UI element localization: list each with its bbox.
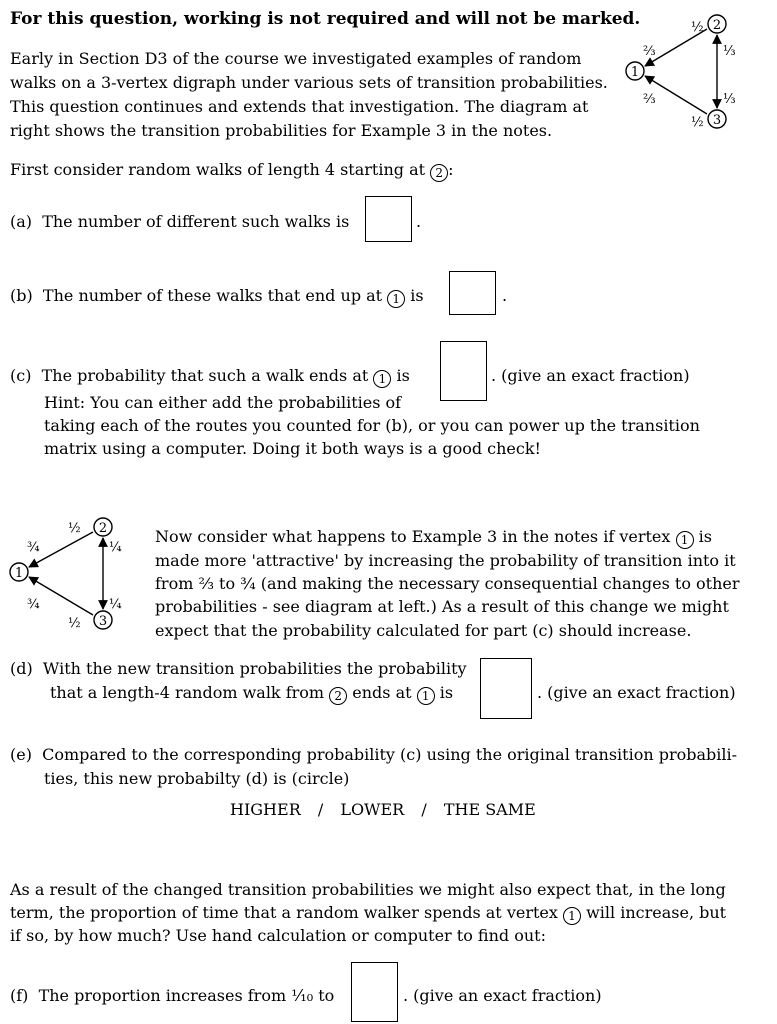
vertex-2-ref: 2 [329, 687, 347, 705]
question-a: (a) The number of different such walks is [10, 212, 350, 231]
transition-diagram-modified [0, 510, 140, 635]
transition-diagram-original [605, 8, 745, 133]
punct: . [502, 286, 508, 305]
vertex-2-ref: 2 [430, 164, 448, 182]
option-lower[interactable]: LOWER [340, 800, 405, 819]
first-consider-line: First consider random walks of length 4 starting at 2 : [10, 160, 454, 180]
question-header: For this question, working is not required and will not be marked. [10, 9, 641, 29]
question-e-line2: ties, this new probabilty (d) is (circle) [44, 769, 350, 788]
long-term-line: if so, by how much? Use hand calculation or computer to find out: [10, 926, 546, 945]
question-d: (d) With the new transition probabilities the probability [10, 659, 467, 678]
prob-loop-3: ½ [691, 115, 704, 130]
vertex-1-label: 1 [14, 566, 24, 581]
prob-loop-2: ½ [68, 521, 81, 536]
question-c: (c) The probability that such a walk ends at 1 is [10, 366, 410, 386]
prob-3-to-1: ⅔ [643, 92, 656, 107]
answer-box-b[interactable] [449, 271, 496, 315]
prob-loop-3: ½ [68, 616, 81, 631]
answer-box-c[interactable] [440, 341, 487, 401]
prob-2-to-3: ⅓ [723, 44, 736, 59]
question-e: (e) Compared to the corresponding probability (c) using the original transition probabili- [10, 745, 738, 764]
circle-options [230, 800, 536, 819]
intro-line: right shows the transition probabilities for Example 3 in the notes. [10, 121, 553, 140]
vertex-1-ref: 1 [563, 907, 581, 925]
now-consider-line: probabilities - see diagram at left.) As a result of this change we might [155, 597, 729, 616]
vertex-1-ref: 1 [676, 531, 694, 549]
question-d-line2: that a length-4 random walk from 2 ends at 1 is [50, 683, 454, 703]
intro-line: This question continues and extends that investigation. The diagram at [10, 97, 589, 116]
hint-line: matrix using a computer. Doing it both ways is a good check! [44, 439, 541, 458]
vertex-3-label: 3 [712, 113, 722, 128]
hint-line: Hint: You can either add the probabilities of [44, 393, 402, 412]
prob-loop-2: ½ [691, 20, 704, 35]
vertex-1-ref: 1 [387, 290, 405, 308]
instruction: . (give an exact fraction) [491, 366, 690, 385]
option-higher[interactable]: HIGHER [230, 800, 301, 819]
intro-line: Early in Section D3 of the course we investigated examples of random [10, 49, 582, 68]
now-consider-line: from ⅔ to ¾ (and making the necessary consequential changes to other [155, 574, 740, 593]
answer-box-f[interactable] [351, 962, 398, 1022]
instruction: . (give an exact fraction) [537, 683, 736, 702]
vertex-1-ref: 1 [373, 370, 391, 388]
vertex-3-label: 3 [98, 614, 108, 629]
answer-box-d[interactable] [480, 658, 532, 719]
long-term-line: term, the proportion of time that a random walker spends at vertex 1 will increase, but [10, 903, 727, 923]
separator: / [317, 800, 324, 819]
hint-line: taking each of the routes you counted for (b), or you can power up the transition [44, 416, 700, 435]
intro-line: walks on a 3-vertex digraph under various sets of transition probabilities. [10, 73, 608, 92]
punct: . [416, 212, 422, 231]
now-consider-line: Now consider what happens to Example 3 in the notes if vertex 1 is [155, 527, 712, 547]
vertex-2-label: 2 [98, 521, 108, 536]
now-consider-line: made more 'attractive' by increasing the probability of transition into it [155, 551, 736, 570]
prob-3-to-2: ¼ [109, 597, 122, 612]
prob-3-to-2: ⅓ [723, 92, 736, 107]
answer-box-a[interactable] [365, 196, 412, 242]
vertex-1-label: 1 [630, 65, 640, 80]
question-f: (f) The proportion increases from ⅒ to [10, 986, 335, 1005]
prob-2-to-3: ¼ [109, 540, 122, 555]
now-consider-line: expect that the probability calculated for part (c) should increase. [155, 621, 692, 640]
separator: / [421, 800, 427, 819]
question-b: (b) The number of these walks that end up at 1 is [10, 286, 424, 306]
long-term-line: As a result of the changed transition probabilities we might also expect that, in the long [10, 880, 726, 899]
vertex-2-label: 2 [712, 18, 722, 33]
option-the-same[interactable]: THE SAME [443, 800, 536, 819]
prob-2-to-1: ⅔ [643, 44, 656, 59]
vertex-1-ref: 1 [417, 687, 435, 705]
instruction: . (give an exact fraction) [403, 986, 602, 1005]
prob-3-to-1: ¾ [27, 597, 40, 612]
prob-2-to-1: ¾ [27, 540, 40, 555]
